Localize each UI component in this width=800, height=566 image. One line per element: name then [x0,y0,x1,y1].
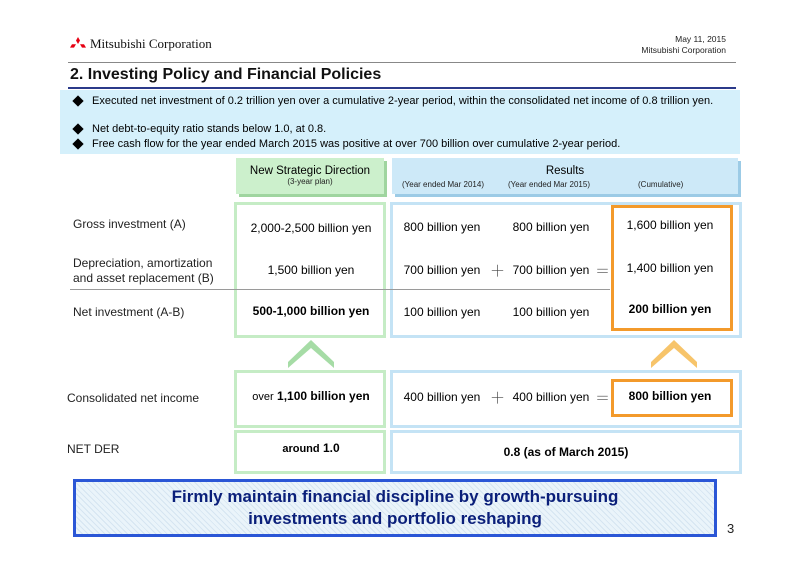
key-message-line1: Firmly maintain financial discipline by growth-pursuing [171,487,619,506]
gross-cumulative-value: 1,600 billion yen [626,218,714,232]
chevron-up-orange-icon [651,336,697,368]
depreciation-label-line1: Depreciation, amortization [73,256,213,270]
depreciation-label-line2: and asset replacement (B) [73,271,214,285]
net-2015-value: 100 billion yen [512,305,590,319]
bullet-text: Free cash flow for the year ended March 2015 was positive at over 700 billion over cumulative 2-year period. [92,138,621,150]
bullet-text: Executed net investment of 0.2 trillion yen over a cumulative 2-year period, within the consolidated net income of 0.8 trillion yen. [92,95,714,107]
summary-bullets [60,90,740,154]
strategic-title: New Strategic Direction [249,165,371,177]
key-message-banner [73,479,717,537]
date: May 11, 2015 [675,34,726,44]
depreciation-2014-value: 700 billion yen [403,263,481,277]
page-title: 2. Investing Policy and Financial Policies [70,66,382,83]
net-income-label: Consolidated net income [67,391,200,405]
bullet-item [72,138,732,150]
bullet-item [72,95,732,107]
diamond-bullet-icon [72,123,83,134]
depreciation-2015-value: 700 billion yen [512,263,590,277]
equals-symbol: ＝ [595,263,611,280]
three-diamonds-icon [70,37,86,51]
net-der-label: NET DER [67,442,120,456]
net-der-plan-value: 1.0 [322,441,340,455]
results-header [392,158,738,194]
depreciation-cumulative-value: 1,400 billion yen [626,261,714,275]
net-income-plan [238,389,384,403]
strategic-direction-header [236,158,384,194]
net-2014-value: 100 billion yen [403,305,481,319]
plus-symbol: ＋ [490,390,506,407]
results-title: Results [545,165,585,177]
net-income-2014-value: 400 billion yen [403,390,481,404]
net-income-2015-value: 400 billion yen [512,390,590,404]
header-divider [68,62,736,63]
gross-2014-value: 800 billion yen [403,220,481,234]
gross-2015-value: 800 billion yen [512,220,590,234]
gross-investment-label: Gross investment (A) [73,217,186,231]
company-logo [70,36,212,52]
key-message-line2: investments and portfolio reshaping [248,509,542,528]
net-income-cumulative-value: 800 billion yen [628,389,712,403]
title-underline [68,87,736,89]
bullet-item [72,123,732,135]
net-investment-label: Net investment (A-B) [73,305,185,319]
strategic-subtitle: (3-year plan) [287,177,333,186]
net-income-plan-value: 1,100 billion yen [277,389,370,403]
depreciation-plan-value: 1,500 billion yen [267,263,355,277]
bullet-text: Net debt-to-equity ratio stands below 1.0, at 0.8. [92,123,327,135]
results-sub-cumulative: (Cumulative) [638,180,684,189]
date-block [641,34,726,56]
date-company: Mitsubishi Corporation [641,45,726,55]
company-name: Mitsubishi Corporation [90,36,212,51]
plus-symbol: ＋ [490,263,506,280]
net-plan-value: 500-1,000 billion yen [252,304,370,318]
net-income-plan-prefix: over [252,391,274,403]
net-der-plan [238,441,384,455]
results-sub-2015: (Year ended Mar 2015) [508,180,590,189]
diamond-bullet-icon [72,95,83,106]
row-divider [70,289,610,290]
net-der-result-value: 0.8 (as of March 2015) [503,445,629,459]
net-cumulative-value: 200 billion yen [628,302,712,316]
gross-plan-value: 2,000-2,500 billion yen [250,221,372,235]
page-number: 3 [727,521,735,536]
diamond-bullet-icon [72,138,83,149]
equals-symbol: ＝ [595,390,611,407]
net-der-plan-prefix: around [282,443,320,455]
results-sub-2014: (Year ended Mar 2014) [402,180,484,189]
chevron-up-green-icon [288,336,334,368]
